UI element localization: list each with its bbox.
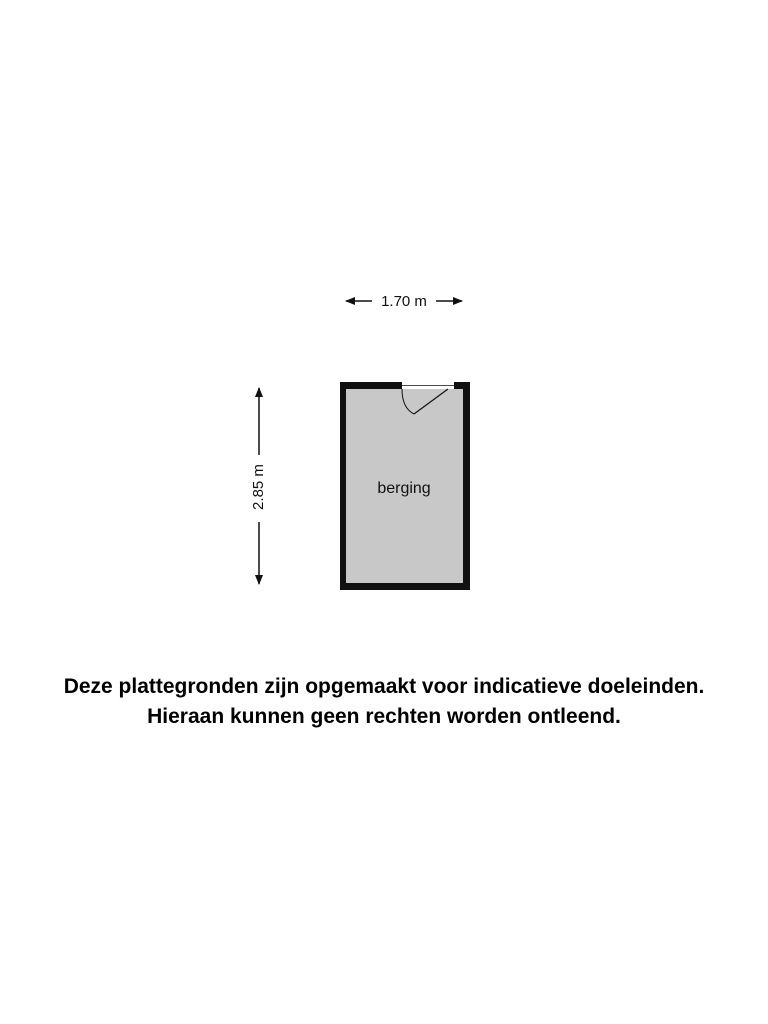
width-dimension <box>346 293 462 310</box>
height-dimension <box>250 388 267 584</box>
disclaimer-line-1: Deze plattegronden zijn opgemaakt voor indicatieve doeleinden. <box>63 675 705 698</box>
door-jamb-left <box>399 382 402 389</box>
height-dimension-label: 2.85 m <box>249 464 267 510</box>
disclaimer-line-2: Hieraan kunnen geen rechten worden ontleend. <box>147 705 621 728</box>
door-jamb-right <box>454 382 457 389</box>
room-label: berging <box>377 480 431 497</box>
width-dimension-label: 1.70 m <box>381 293 427 310</box>
disclaimer <box>0 672 768 732</box>
room-berging <box>340 382 470 590</box>
